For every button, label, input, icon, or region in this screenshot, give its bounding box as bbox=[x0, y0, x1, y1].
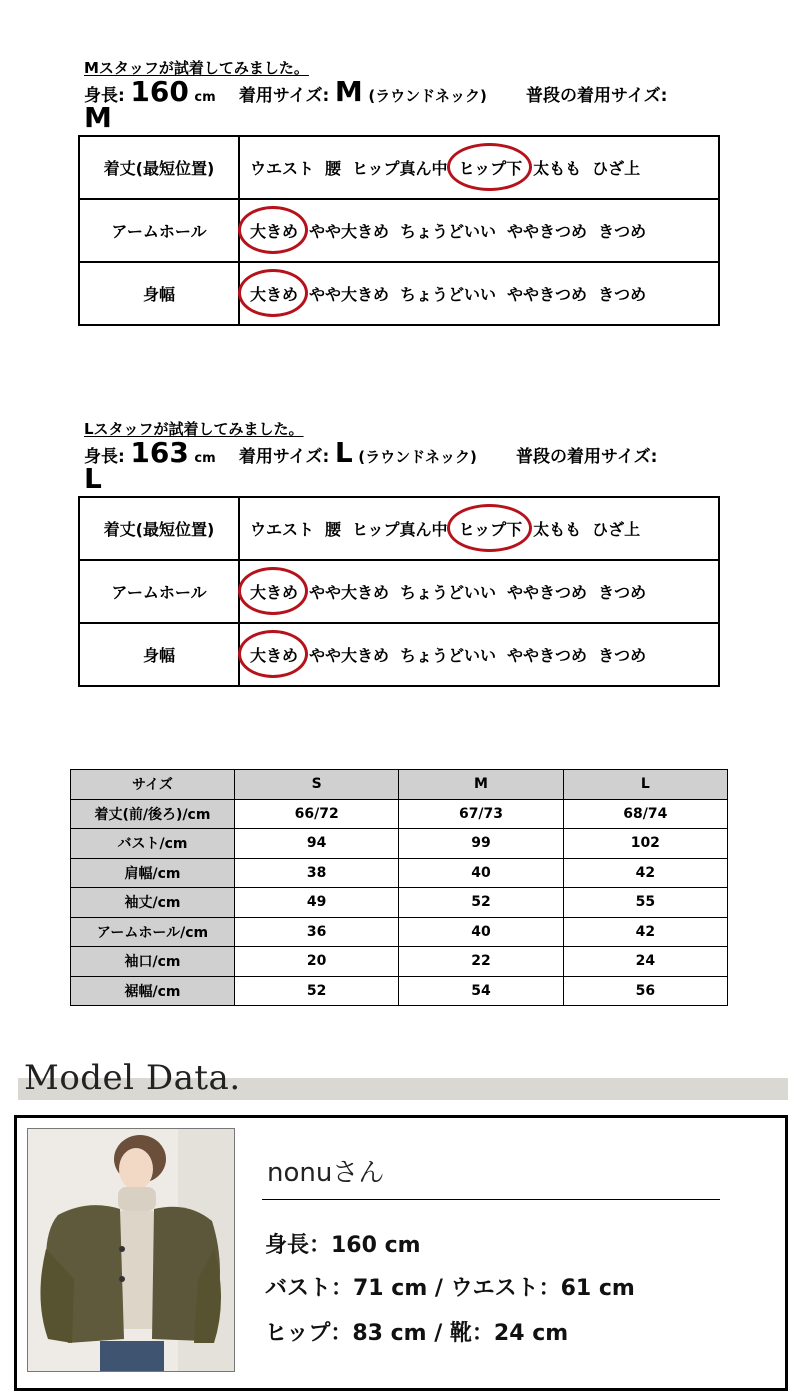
staff-info bbox=[84, 436, 657, 469]
usual-size-label: 普段の着用サイズ: bbox=[516, 447, 658, 467]
fit-option: ちょうどいい bbox=[400, 583, 497, 602]
size-row bbox=[71, 829, 728, 859]
size-row-label: バスト/cm bbox=[71, 829, 235, 859]
size-table-body bbox=[71, 799, 728, 1006]
model-heading: Model Data. bbox=[24, 1058, 241, 1098]
header-cell: S bbox=[235, 770, 399, 800]
size-table bbox=[70, 769, 728, 1006]
size-cell: 99 bbox=[399, 829, 563, 859]
fit-option: ひざ上 bbox=[592, 159, 641, 178]
staff-section-m bbox=[0, 57, 800, 357]
model-stat-bust-waist: バスト：71 cm / ウエスト：61 cm bbox=[265, 1276, 635, 1301]
fit-row-label: アームホール bbox=[79, 560, 239, 623]
height-label: 身長: bbox=[84, 86, 125, 106]
model-name: nonuさん bbox=[267, 1158, 385, 1188]
usual-size-value: L bbox=[84, 462, 102, 495]
header-cell: L bbox=[563, 770, 727, 800]
size-cell: 52 bbox=[399, 888, 563, 918]
size-table-header bbox=[71, 770, 728, 800]
height-unit: cm bbox=[194, 90, 216, 105]
fit-option: 腰 bbox=[325, 520, 342, 539]
model-divider bbox=[262, 1199, 720, 1200]
fit-option-selected: 大きめ bbox=[250, 643, 298, 666]
fit-row bbox=[79, 623, 719, 686]
fit-option: きつめ bbox=[598, 646, 647, 665]
fit-row-label: 身幅 bbox=[79, 623, 239, 686]
model-photo-illustration bbox=[28, 1129, 234, 1371]
size-row bbox=[71, 947, 728, 977]
fit-row bbox=[79, 497, 719, 560]
fit-option: ちょうどいい bbox=[400, 222, 497, 241]
model-photo bbox=[27, 1128, 235, 1372]
size-row-label: 袖口/cm bbox=[71, 947, 235, 977]
fit-option-selected: 大きめ bbox=[250, 219, 298, 242]
fit-option-selected: 大きめ bbox=[250, 282, 298, 305]
fit-row-options bbox=[239, 262, 719, 325]
fit-option: ヒップ真ん中 bbox=[352, 520, 448, 539]
size-cell: 40 bbox=[399, 858, 563, 888]
fit-option: ちょうどいい bbox=[400, 646, 497, 665]
size-cell: 102 bbox=[563, 829, 727, 859]
fit-option: やや大きめ bbox=[309, 285, 390, 304]
usual-size-value: M bbox=[84, 101, 112, 134]
size-row-label: 袖丈/cm bbox=[71, 888, 235, 918]
staff-title: Lスタッフが試着してみました。 bbox=[84, 420, 304, 438]
staff-info bbox=[84, 75, 668, 108]
fit-row-label: 身幅 bbox=[79, 262, 239, 325]
height-value: 163 bbox=[130, 436, 189, 469]
size-cell: 68/74 bbox=[563, 799, 727, 829]
neck-type: (ラウンドネック) bbox=[368, 87, 487, 105]
size-cell: 52 bbox=[235, 976, 399, 1006]
fit-option: 太もも bbox=[533, 159, 582, 178]
size-cell: 94 bbox=[235, 829, 399, 859]
model-stat-height: 身長：160 cm bbox=[265, 1233, 421, 1258]
header-cell: サイズ bbox=[71, 770, 235, 800]
fit-option: ウエスト bbox=[250, 159, 315, 178]
size-value: L bbox=[334, 436, 353, 469]
fit-option: ややきつめ bbox=[507, 583, 588, 602]
size-cell: 54 bbox=[399, 976, 563, 1006]
fit-option: ウエスト bbox=[250, 520, 315, 539]
fit-row-options bbox=[239, 136, 719, 199]
fit-row bbox=[79, 262, 719, 325]
fit-table bbox=[78, 135, 720, 326]
size-cell: 42 bbox=[563, 917, 727, 947]
fit-option: やや大きめ bbox=[309, 583, 390, 602]
size-cell: 38 bbox=[235, 858, 399, 888]
fit-row-options bbox=[239, 199, 719, 262]
fit-option: やや大きめ bbox=[309, 646, 390, 665]
fit-row-options bbox=[239, 560, 719, 623]
size-cell: 66/72 bbox=[235, 799, 399, 829]
fit-option-selected: ヒップ下 bbox=[459, 156, 523, 179]
size-label: 着用サイズ: bbox=[238, 447, 330, 467]
size-cell: 20 bbox=[235, 947, 399, 977]
size-cell: 49 bbox=[235, 888, 399, 918]
fit-option: ややきつめ bbox=[507, 222, 588, 241]
fit-row-label: 着丈(最短位置) bbox=[79, 136, 239, 199]
size-cell: 40 bbox=[399, 917, 563, 947]
size-cell: 56 bbox=[563, 976, 727, 1006]
fit-option: 腰 bbox=[325, 159, 342, 178]
model-stat-hip-shoes: ヒップ：83 cm / 靴：24 cm bbox=[265, 1321, 569, 1346]
fit-row bbox=[79, 560, 719, 623]
fit-option: きつめ bbox=[598, 583, 647, 602]
model-card bbox=[14, 1115, 788, 1391]
neck-type: (ラウンドネック) bbox=[358, 448, 477, 466]
size-cell: 24 bbox=[563, 947, 727, 977]
fit-option: ちょうどいい bbox=[400, 285, 497, 304]
size-cell: 55 bbox=[563, 888, 727, 918]
fit-option: ややきつめ bbox=[507, 646, 588, 665]
size-row bbox=[71, 799, 728, 829]
size-row-label: 着丈(前/後ろ)/cm bbox=[71, 799, 235, 829]
fit-option: やや大きめ bbox=[309, 222, 390, 241]
fit-option: ヒップ真ん中 bbox=[352, 159, 448, 178]
height-unit: cm bbox=[194, 451, 216, 466]
size-cell: 22 bbox=[399, 947, 563, 977]
fit-option: ややきつめ bbox=[507, 285, 588, 304]
size-label: 着用サイズ: bbox=[238, 86, 330, 106]
fit-row bbox=[79, 136, 719, 199]
fit-option-selected: ヒップ下 bbox=[459, 517, 523, 540]
fit-row-options bbox=[239, 623, 719, 686]
staff-title: Mスタッフが試着してみました。 bbox=[84, 59, 309, 77]
fit-option: きつめ bbox=[598, 222, 647, 241]
size-row bbox=[71, 976, 728, 1006]
size-row-label: アームホール/cm bbox=[71, 917, 235, 947]
fit-table bbox=[78, 496, 720, 687]
size-row-label: 肩幅/cm bbox=[71, 858, 235, 888]
size-cell: 36 bbox=[235, 917, 399, 947]
staff-section-l bbox=[0, 418, 800, 718]
size-row bbox=[71, 917, 728, 947]
fit-table-body bbox=[79, 497, 719, 686]
fit-row-label: アームホール bbox=[79, 199, 239, 262]
fit-row-options bbox=[239, 497, 719, 560]
header-cell: M bbox=[399, 770, 563, 800]
size-row bbox=[71, 888, 728, 918]
height-label: 身長: bbox=[84, 447, 125, 467]
fit-row bbox=[79, 199, 719, 262]
size-cell: 42 bbox=[563, 858, 727, 888]
size-value: M bbox=[334, 75, 363, 108]
fit-option: 太もも bbox=[533, 520, 582, 539]
size-cell: 67/73 bbox=[399, 799, 563, 829]
fit-option: ひざ上 bbox=[592, 520, 641, 539]
height-value: 160 bbox=[130, 75, 189, 108]
fit-option: きつめ bbox=[598, 285, 647, 304]
usual-size-label: 普段の着用サイズ: bbox=[526, 86, 668, 106]
fit-option-selected: 大きめ bbox=[250, 580, 298, 603]
size-row-label: 裾幅/cm bbox=[71, 976, 235, 1006]
fit-row-label: 着丈(最短位置) bbox=[79, 497, 239, 560]
fit-table-body bbox=[79, 136, 719, 325]
size-row bbox=[71, 858, 728, 888]
